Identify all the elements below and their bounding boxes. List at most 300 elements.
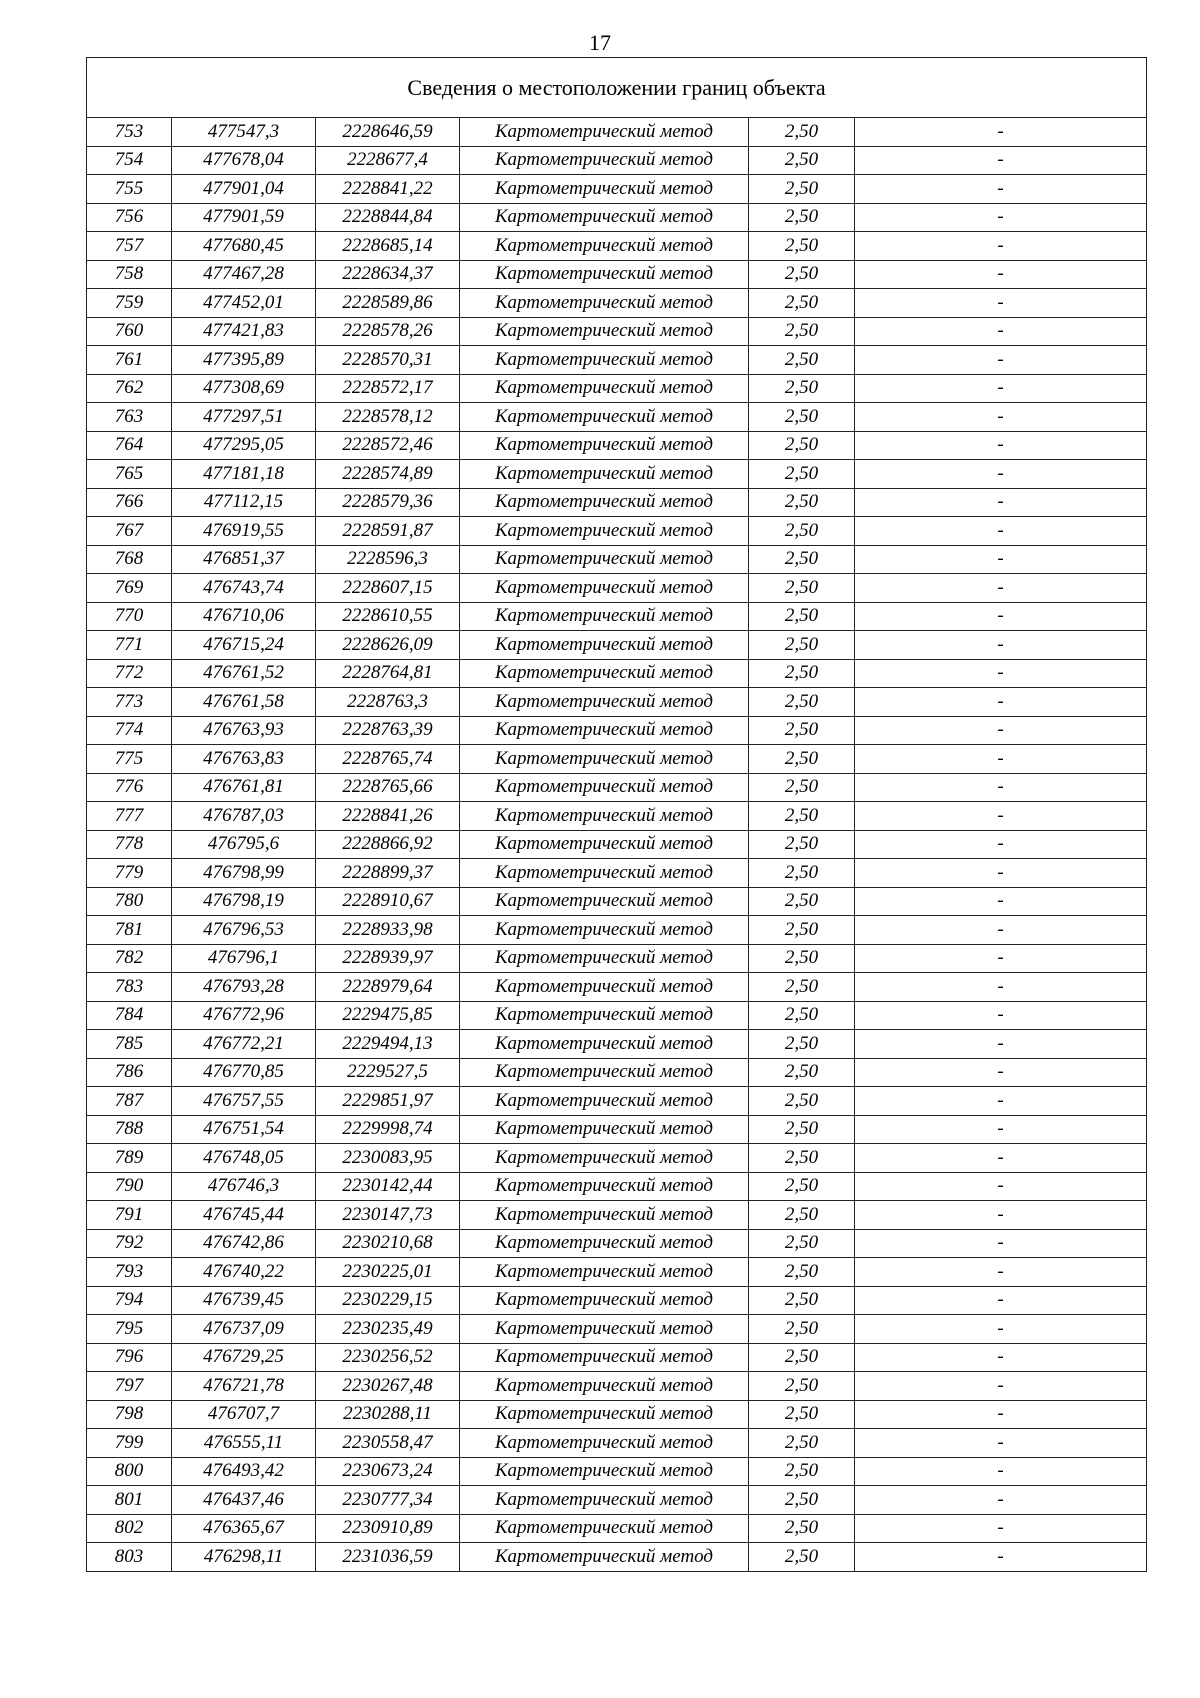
cell-y-coordinate: 2228572,17	[316, 374, 460, 403]
cell-method: Картометрический метод	[460, 773, 749, 802]
cell-accuracy: 2,50	[749, 944, 855, 973]
table-row	[87, 1258, 1147, 1287]
table-row	[87, 1001, 1147, 1030]
cell-y-coordinate: 2229494,13	[316, 1030, 460, 1059]
cell-description: -	[855, 260, 1147, 289]
cell-point-number: 758	[87, 260, 172, 289]
cell-description: -	[855, 716, 1147, 745]
cell-accuracy: 2,50	[749, 488, 855, 517]
cell-accuracy: 2,50	[749, 1172, 855, 1201]
cell-x-coordinate: 476796,53	[172, 916, 316, 945]
cell-description: -	[855, 1115, 1147, 1144]
cell-description: -	[855, 1087, 1147, 1116]
cell-accuracy: 2,50	[749, 631, 855, 660]
table-row	[87, 488, 1147, 517]
cell-description: -	[855, 545, 1147, 574]
cell-y-coordinate: 2229851,97	[316, 1087, 460, 1116]
cell-y-coordinate: 2228607,15	[316, 574, 460, 603]
cell-point-number: 794	[87, 1286, 172, 1315]
cell-method: Картометрический метод	[460, 1144, 749, 1173]
cell-accuracy: 2,50	[749, 1229, 855, 1258]
cell-y-coordinate: 2230673,24	[316, 1457, 460, 1486]
cell-accuracy: 2,50	[749, 317, 855, 346]
cell-accuracy: 2,50	[749, 403, 855, 432]
table-row	[87, 944, 1147, 973]
table-row	[87, 1486, 1147, 1515]
cell-point-number: 798	[87, 1400, 172, 1429]
cell-accuracy: 2,50	[749, 460, 855, 489]
table-row	[87, 260, 1147, 289]
cell-x-coordinate: 476757,55	[172, 1087, 316, 1116]
cell-method: Картометрический метод	[460, 1001, 749, 1030]
table-row	[87, 232, 1147, 261]
cell-point-number: 771	[87, 631, 172, 660]
cell-accuracy: 2,50	[749, 887, 855, 916]
table-row	[87, 1343, 1147, 1372]
cell-point-number: 759	[87, 289, 172, 318]
cell-x-coordinate: 476745,44	[172, 1201, 316, 1230]
cell-method: Картометрический метод	[460, 944, 749, 973]
cell-accuracy: 2,50	[749, 1144, 855, 1173]
cell-accuracy: 2,50	[749, 1543, 855, 1572]
cell-method: Картометрический метод	[460, 1058, 749, 1087]
cell-method: Картометрический метод	[460, 203, 749, 232]
cell-point-number: 773	[87, 688, 172, 717]
table-title-row	[87, 58, 1147, 118]
cell-point-number: 756	[87, 203, 172, 232]
cell-point-number: 787	[87, 1087, 172, 1116]
cell-method: Картометрический метод	[460, 973, 749, 1002]
cell-x-coordinate: 476743,74	[172, 574, 316, 603]
cell-description: -	[855, 1229, 1147, 1258]
cell-y-coordinate: 2228844,84	[316, 203, 460, 232]
cell-point-number: 776	[87, 773, 172, 802]
cell-x-coordinate: 476751,54	[172, 1115, 316, 1144]
cell-description: -	[855, 1030, 1147, 1059]
cell-description: -	[855, 859, 1147, 888]
cell-point-number: 767	[87, 517, 172, 546]
cell-x-coordinate: 476707,7	[172, 1400, 316, 1429]
cell-accuracy: 2,50	[749, 745, 855, 774]
cell-y-coordinate: 2230558,47	[316, 1429, 460, 1458]
cell-y-coordinate: 2228765,66	[316, 773, 460, 802]
cell-accuracy: 2,50	[749, 431, 855, 460]
table-row	[87, 203, 1147, 232]
cell-accuracy: 2,50	[749, 602, 855, 631]
table-row	[87, 374, 1147, 403]
cell-accuracy: 2,50	[749, 1514, 855, 1543]
cell-y-coordinate: 2228626,09	[316, 631, 460, 660]
cell-point-number: 783	[87, 973, 172, 1002]
cell-y-coordinate: 2228685,14	[316, 232, 460, 261]
cell-method: Картометрический метод	[460, 232, 749, 261]
cell-method: Картометрический метод	[460, 1372, 749, 1401]
table-row	[87, 659, 1147, 688]
cell-x-coordinate: 476493,42	[172, 1457, 316, 1486]
cell-accuracy: 2,50	[749, 1286, 855, 1315]
cell-description: -	[855, 830, 1147, 859]
cell-y-coordinate: 2228578,12	[316, 403, 460, 432]
cell-method: Картометрический метод	[460, 1429, 749, 1458]
cell-method: Картометрический метод	[460, 1229, 749, 1258]
cell-point-number: 772	[87, 659, 172, 688]
cell-x-coordinate: 476746,3	[172, 1172, 316, 1201]
cell-x-coordinate: 476772,21	[172, 1030, 316, 1059]
cell-x-coordinate: 476721,78	[172, 1372, 316, 1401]
cell-point-number: 762	[87, 374, 172, 403]
cell-method: Картометрический метод	[460, 1514, 749, 1543]
table-row	[87, 745, 1147, 774]
table-row	[87, 403, 1147, 432]
table-row	[87, 688, 1147, 717]
cell-y-coordinate: 2228572,46	[316, 431, 460, 460]
table-row	[87, 1201, 1147, 1230]
cell-accuracy: 2,50	[749, 232, 855, 261]
cell-description: -	[855, 488, 1147, 517]
cell-description: -	[855, 688, 1147, 717]
cell-method: Картометрический метод	[460, 1030, 749, 1059]
cell-point-number: 786	[87, 1058, 172, 1087]
cell-y-coordinate: 2230210,68	[316, 1229, 460, 1258]
cell-y-coordinate: 2230147,73	[316, 1201, 460, 1230]
cell-y-coordinate: 2228866,92	[316, 830, 460, 859]
cell-method: Картометрический метод	[460, 1286, 749, 1315]
table-row	[87, 602, 1147, 631]
cell-description: -	[855, 802, 1147, 831]
cell-accuracy: 2,50	[749, 517, 855, 546]
cell-accuracy: 2,50	[749, 1457, 855, 1486]
cell-point-number: 781	[87, 916, 172, 945]
cell-point-number: 792	[87, 1229, 172, 1258]
cell-method: Картометрический метод	[460, 346, 749, 375]
cell-accuracy: 2,50	[749, 1343, 855, 1372]
cell-description: -	[855, 1486, 1147, 1515]
cell-point-number: 791	[87, 1201, 172, 1230]
table-row	[87, 545, 1147, 574]
cell-method: Картометрический метод	[460, 1115, 749, 1144]
cell-description: -	[855, 973, 1147, 1002]
cell-method: Картометрический метод	[460, 859, 749, 888]
cell-point-number: 789	[87, 1144, 172, 1173]
cell-y-coordinate: 2229527,5	[316, 1058, 460, 1087]
cell-y-coordinate: 2230288,11	[316, 1400, 460, 1429]
cell-description: -	[855, 374, 1147, 403]
cell-point-number: 799	[87, 1429, 172, 1458]
cell-accuracy: 2,50	[749, 830, 855, 859]
cell-x-coordinate: 476798,99	[172, 859, 316, 888]
cell-x-coordinate: 477901,59	[172, 203, 316, 232]
cell-point-number: 793	[87, 1258, 172, 1287]
table-row	[87, 1030, 1147, 1059]
cell-y-coordinate: 2228763,39	[316, 716, 460, 745]
cell-point-number: 761	[87, 346, 172, 375]
cell-description: -	[855, 146, 1147, 175]
cell-y-coordinate: 2230235,49	[316, 1315, 460, 1344]
cell-point-number: 790	[87, 1172, 172, 1201]
cell-method: Картометрический метод	[460, 659, 749, 688]
cell-x-coordinate: 476710,06	[172, 602, 316, 631]
cell-y-coordinate: 2228899,37	[316, 859, 460, 888]
cell-point-number: 801	[87, 1486, 172, 1515]
cell-description: -	[855, 773, 1147, 802]
cell-accuracy: 2,50	[749, 1030, 855, 1059]
cell-y-coordinate: 2228763,3	[316, 688, 460, 717]
cell-method: Картометрический метод	[460, 403, 749, 432]
cell-x-coordinate: 476763,83	[172, 745, 316, 774]
cell-x-coordinate: 476795,6	[172, 830, 316, 859]
cell-accuracy: 2,50	[749, 688, 855, 717]
cell-description: -	[855, 403, 1147, 432]
cell-x-coordinate: 476787,03	[172, 802, 316, 831]
cell-description: -	[855, 1429, 1147, 1458]
cell-y-coordinate: 2230910,89	[316, 1514, 460, 1543]
cell-accuracy: 2,50	[749, 1400, 855, 1429]
cell-method: Картометрический метод	[460, 289, 749, 318]
cell-point-number: 775	[87, 745, 172, 774]
table-row	[87, 1144, 1147, 1173]
cell-x-coordinate: 476919,55	[172, 517, 316, 546]
cell-point-number: 774	[87, 716, 172, 745]
cell-point-number: 765	[87, 460, 172, 489]
cell-method: Картометрический метод	[460, 574, 749, 603]
cell-x-coordinate: 476761,58	[172, 688, 316, 717]
cell-method: Картометрический метод	[460, 517, 749, 546]
cell-point-number: 753	[87, 118, 172, 147]
table-row	[87, 1429, 1147, 1458]
cell-y-coordinate: 2228634,37	[316, 260, 460, 289]
cell-description: -	[855, 1172, 1147, 1201]
table-row	[87, 1400, 1147, 1429]
cell-point-number: 764	[87, 431, 172, 460]
cell-x-coordinate: 477112,15	[172, 488, 316, 517]
cell-accuracy: 2,50	[749, 716, 855, 745]
cell-description: -	[855, 1201, 1147, 1230]
cell-accuracy: 2,50	[749, 289, 855, 318]
boundary-coordinates-table	[86, 57, 1147, 1572]
cell-accuracy: 2,50	[749, 859, 855, 888]
cell-accuracy: 2,50	[749, 1001, 855, 1030]
cell-description: -	[855, 317, 1147, 346]
cell-description: -	[855, 1514, 1147, 1543]
table-row	[87, 1372, 1147, 1401]
cell-y-coordinate: 2228939,97	[316, 944, 460, 973]
cell-y-coordinate: 2228646,59	[316, 118, 460, 147]
cell-y-coordinate: 2228933,98	[316, 916, 460, 945]
cell-description: -	[855, 517, 1147, 546]
table-row	[87, 916, 1147, 945]
cell-point-number: 779	[87, 859, 172, 888]
cell-method: Картометрический метод	[460, 1343, 749, 1372]
cell-x-coordinate: 476298,11	[172, 1543, 316, 1572]
cell-description: -	[855, 1144, 1147, 1173]
cell-accuracy: 2,50	[749, 260, 855, 289]
cell-point-number: 797	[87, 1372, 172, 1401]
cell-y-coordinate: 2228910,67	[316, 887, 460, 916]
cell-x-coordinate: 476796,1	[172, 944, 316, 973]
cell-x-coordinate: 476742,86	[172, 1229, 316, 1258]
cell-accuracy: 2,50	[749, 545, 855, 574]
table-row	[87, 1115, 1147, 1144]
cell-method: Картометрический метод	[460, 1400, 749, 1429]
cell-method: Картометрический метод	[460, 175, 749, 204]
cell-y-coordinate: 2230225,01	[316, 1258, 460, 1287]
cell-description: -	[855, 1258, 1147, 1287]
table-row	[87, 973, 1147, 1002]
cell-x-coordinate: 477308,69	[172, 374, 316, 403]
cell-y-coordinate: 2228610,55	[316, 602, 460, 631]
cell-method: Картометрический метод	[460, 488, 749, 517]
cell-accuracy: 2,50	[749, 659, 855, 688]
cell-x-coordinate: 476740,22	[172, 1258, 316, 1287]
cell-description: -	[855, 887, 1147, 916]
cell-accuracy: 2,50	[749, 1058, 855, 1087]
cell-method: Картометрический метод	[460, 1457, 749, 1486]
cell-method: Картометрический метод	[460, 1258, 749, 1287]
cell-point-number: 769	[87, 574, 172, 603]
cell-description: -	[855, 631, 1147, 660]
cell-x-coordinate: 476437,46	[172, 1486, 316, 1515]
cell-point-number: 777	[87, 802, 172, 831]
cell-description: -	[855, 574, 1147, 603]
cell-accuracy: 2,50	[749, 773, 855, 802]
cell-y-coordinate: 2230256,52	[316, 1343, 460, 1372]
table-row	[87, 859, 1147, 888]
cell-y-coordinate: 2228841,26	[316, 802, 460, 831]
cell-method: Картометрический метод	[460, 431, 749, 460]
cell-x-coordinate: 476761,52	[172, 659, 316, 688]
cell-x-coordinate: 477395,89	[172, 346, 316, 375]
cell-method: Картометрический метод	[460, 317, 749, 346]
cell-description: -	[855, 460, 1147, 489]
cell-x-coordinate: 476770,85	[172, 1058, 316, 1087]
table-row	[87, 346, 1147, 375]
cell-point-number: 788	[87, 1115, 172, 1144]
cell-x-coordinate: 476798,19	[172, 887, 316, 916]
cell-y-coordinate: 2230083,95	[316, 1144, 460, 1173]
cell-y-coordinate: 2230142,44	[316, 1172, 460, 1201]
cell-y-coordinate: 2228589,86	[316, 289, 460, 318]
table-row	[87, 289, 1147, 318]
cell-x-coordinate: 477678,04	[172, 146, 316, 175]
cell-point-number: 770	[87, 602, 172, 631]
cell-accuracy: 2,50	[749, 1486, 855, 1515]
cell-y-coordinate: 2228579,36	[316, 488, 460, 517]
cell-point-number: 780	[87, 887, 172, 916]
cell-y-coordinate: 2228979,64	[316, 973, 460, 1002]
cell-x-coordinate: 477297,51	[172, 403, 316, 432]
cell-point-number: 763	[87, 403, 172, 432]
cell-y-coordinate: 2228765,74	[316, 745, 460, 774]
cell-point-number: 785	[87, 1030, 172, 1059]
cell-accuracy: 2,50	[749, 973, 855, 1002]
cell-description: -	[855, 1400, 1147, 1429]
cell-x-coordinate: 476772,96	[172, 1001, 316, 1030]
table-row	[87, 118, 1147, 147]
cell-description: -	[855, 175, 1147, 204]
table-row	[87, 460, 1147, 489]
cell-x-coordinate: 476729,25	[172, 1343, 316, 1372]
cell-accuracy: 2,50	[749, 374, 855, 403]
cell-point-number: 784	[87, 1001, 172, 1030]
cell-y-coordinate: 2228570,31	[316, 346, 460, 375]
cell-point-number: 760	[87, 317, 172, 346]
cell-point-number: 803	[87, 1543, 172, 1572]
page-number: 17	[589, 30, 611, 55]
table-row	[87, 716, 1147, 745]
cell-x-coordinate: 477181,18	[172, 460, 316, 489]
cell-x-coordinate: 477452,01	[172, 289, 316, 318]
cell-accuracy: 2,50	[749, 1372, 855, 1401]
cell-description: -	[855, 1286, 1147, 1315]
cell-accuracy: 2,50	[749, 1087, 855, 1116]
cell-y-coordinate: 2230777,34	[316, 1486, 460, 1515]
cell-y-coordinate: 2231036,59	[316, 1543, 460, 1572]
cell-description: -	[855, 916, 1147, 945]
cell-accuracy: 2,50	[749, 118, 855, 147]
cell-method: Картометрический метод	[460, 830, 749, 859]
cell-y-coordinate: 2230267,48	[316, 1372, 460, 1401]
table-row	[87, 1087, 1147, 1116]
cell-y-coordinate: 2229998,74	[316, 1115, 460, 1144]
cell-point-number: 768	[87, 545, 172, 574]
cell-description: -	[855, 1058, 1147, 1087]
cell-description: -	[855, 289, 1147, 318]
cell-method: Картометрический метод	[460, 716, 749, 745]
cell-point-number: 782	[87, 944, 172, 973]
cell-x-coordinate: 476715,24	[172, 631, 316, 660]
cell-x-coordinate: 476555,11	[172, 1429, 316, 1458]
cell-x-coordinate: 476763,93	[172, 716, 316, 745]
cell-point-number: 755	[87, 175, 172, 204]
cell-y-coordinate: 2228591,87	[316, 517, 460, 546]
cell-method: Картометрический метод	[460, 602, 749, 631]
cell-x-coordinate: 476851,37	[172, 545, 316, 574]
cell-method: Картометрический метод	[460, 916, 749, 945]
cell-method: Картометрический метод	[460, 1087, 749, 1116]
table-row	[87, 830, 1147, 859]
cell-point-number: 800	[87, 1457, 172, 1486]
cell-accuracy: 2,50	[749, 146, 855, 175]
cell-method: Картометрический метод	[460, 1315, 749, 1344]
cell-method: Картометрический метод	[460, 1486, 749, 1515]
cell-description: -	[855, 1543, 1147, 1572]
cell-method: Картометрический метод	[460, 545, 749, 574]
cell-accuracy: 2,50	[749, 346, 855, 375]
table-row	[87, 773, 1147, 802]
cell-accuracy: 2,50	[749, 1201, 855, 1230]
cell-method: Картометрический метод	[460, 688, 749, 717]
cell-description: -	[855, 118, 1147, 147]
table-row	[87, 1514, 1147, 1543]
cell-method: Картометрический метод	[460, 1172, 749, 1201]
cell-accuracy: 2,50	[749, 574, 855, 603]
cell-point-number: 754	[87, 146, 172, 175]
cell-x-coordinate: 477680,45	[172, 232, 316, 261]
cell-x-coordinate: 476748,05	[172, 1144, 316, 1173]
cell-method: Картометрический метод	[460, 887, 749, 916]
table-row	[87, 574, 1147, 603]
cell-point-number: 796	[87, 1343, 172, 1372]
cell-y-coordinate: 2228578,26	[316, 317, 460, 346]
cell-y-coordinate: 2230229,15	[316, 1286, 460, 1315]
cell-y-coordinate: 2228764,81	[316, 659, 460, 688]
cell-method: Картометрический метод	[460, 1201, 749, 1230]
cell-description: -	[855, 232, 1147, 261]
cell-x-coordinate: 476761,81	[172, 773, 316, 802]
cell-x-coordinate: 476793,28	[172, 973, 316, 1002]
cell-accuracy: 2,50	[749, 916, 855, 945]
cell-description: -	[855, 1001, 1147, 1030]
